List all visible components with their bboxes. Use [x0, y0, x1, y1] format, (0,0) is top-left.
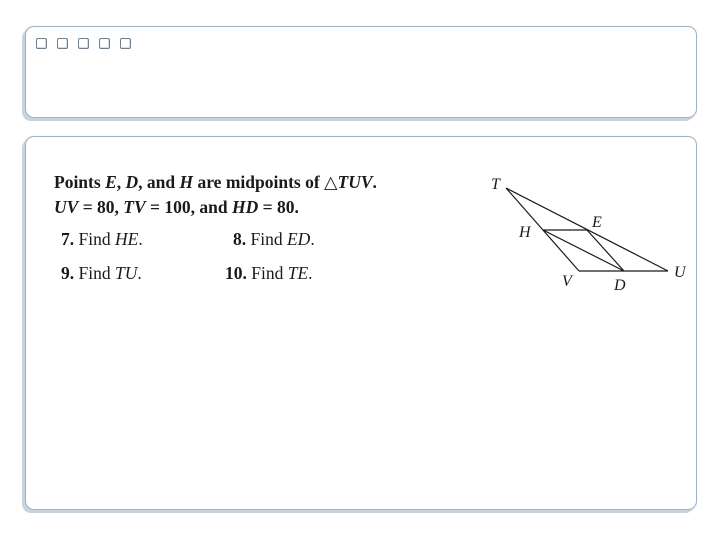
text-fragment: = 80, [78, 197, 124, 217]
exercise-text: . [138, 229, 143, 249]
square-button-row [36, 38, 131, 49]
exercise-text: Find [74, 263, 115, 283]
square-button-2[interactable] [57, 38, 68, 49]
exercise-number: 10. [225, 263, 247, 283]
label-T: T [491, 176, 500, 193]
square-button-4[interactable] [99, 38, 110, 49]
exercise-number: 7. [61, 229, 75, 249]
label-E: E [592, 214, 602, 231]
exercise-text: Find [246, 263, 288, 283]
problem-statement [54, 170, 474, 219]
exercise-text: . [308, 263, 313, 283]
var-UV: UV [54, 197, 79, 217]
label-H: H [519, 224, 531, 241]
label-D: D [614, 277, 626, 294]
text-fragment: = 80. [258, 197, 299, 217]
text-fragment: are midpoints of [193, 172, 325, 192]
var-E: E [105, 172, 117, 192]
content-panel [25, 136, 697, 510]
label-V: V [562, 273, 572, 290]
exercise-9 [61, 263, 142, 284]
text-fragment: Points [54, 172, 106, 192]
problem-line-1 [54, 170, 474, 195]
square-button-5[interactable] [120, 38, 131, 49]
triangle-figure [486, 169, 696, 299]
text-fragment: = 100, and [145, 197, 232, 217]
exercise-target: ED [286, 229, 311, 249]
triangle-diagram [486, 169, 696, 299]
var-H: H [179, 172, 194, 192]
header-panel [25, 26, 697, 118]
exercise-target: TE [287, 263, 309, 283]
exercise-8 [233, 229, 315, 250]
text-fragment: , [116, 172, 126, 192]
text-fragment: , and [138, 172, 180, 192]
exercise-number: 9. [61, 263, 75, 283]
label-U: U [674, 264, 686, 281]
segment-ED [587, 230, 624, 271]
triangle-symbol: △ [324, 173, 338, 193]
exercise-number: 8. [233, 229, 247, 249]
square-button-1[interactable] [36, 38, 47, 49]
segment-HD [543, 230, 624, 271]
exercise-text: Find [74, 229, 115, 249]
square-button-3[interactable] [78, 38, 89, 49]
exercise-text: Find [246, 229, 287, 249]
var-HD: HD [231, 197, 259, 217]
problem-line-2 [54, 195, 474, 219]
text-fragment: . [372, 172, 377, 192]
exercise-text: . [310, 229, 315, 249]
exercise-text: . [137, 263, 142, 283]
exercise-7 [61, 229, 143, 250]
var-TUV: TUV [337, 172, 373, 192]
exercise-target: HE [114, 229, 139, 249]
var-TV: TV [123, 197, 146, 217]
exercise-target: TU [114, 263, 138, 283]
var-D: D [125, 172, 139, 192]
exercise-10 [225, 263, 313, 284]
